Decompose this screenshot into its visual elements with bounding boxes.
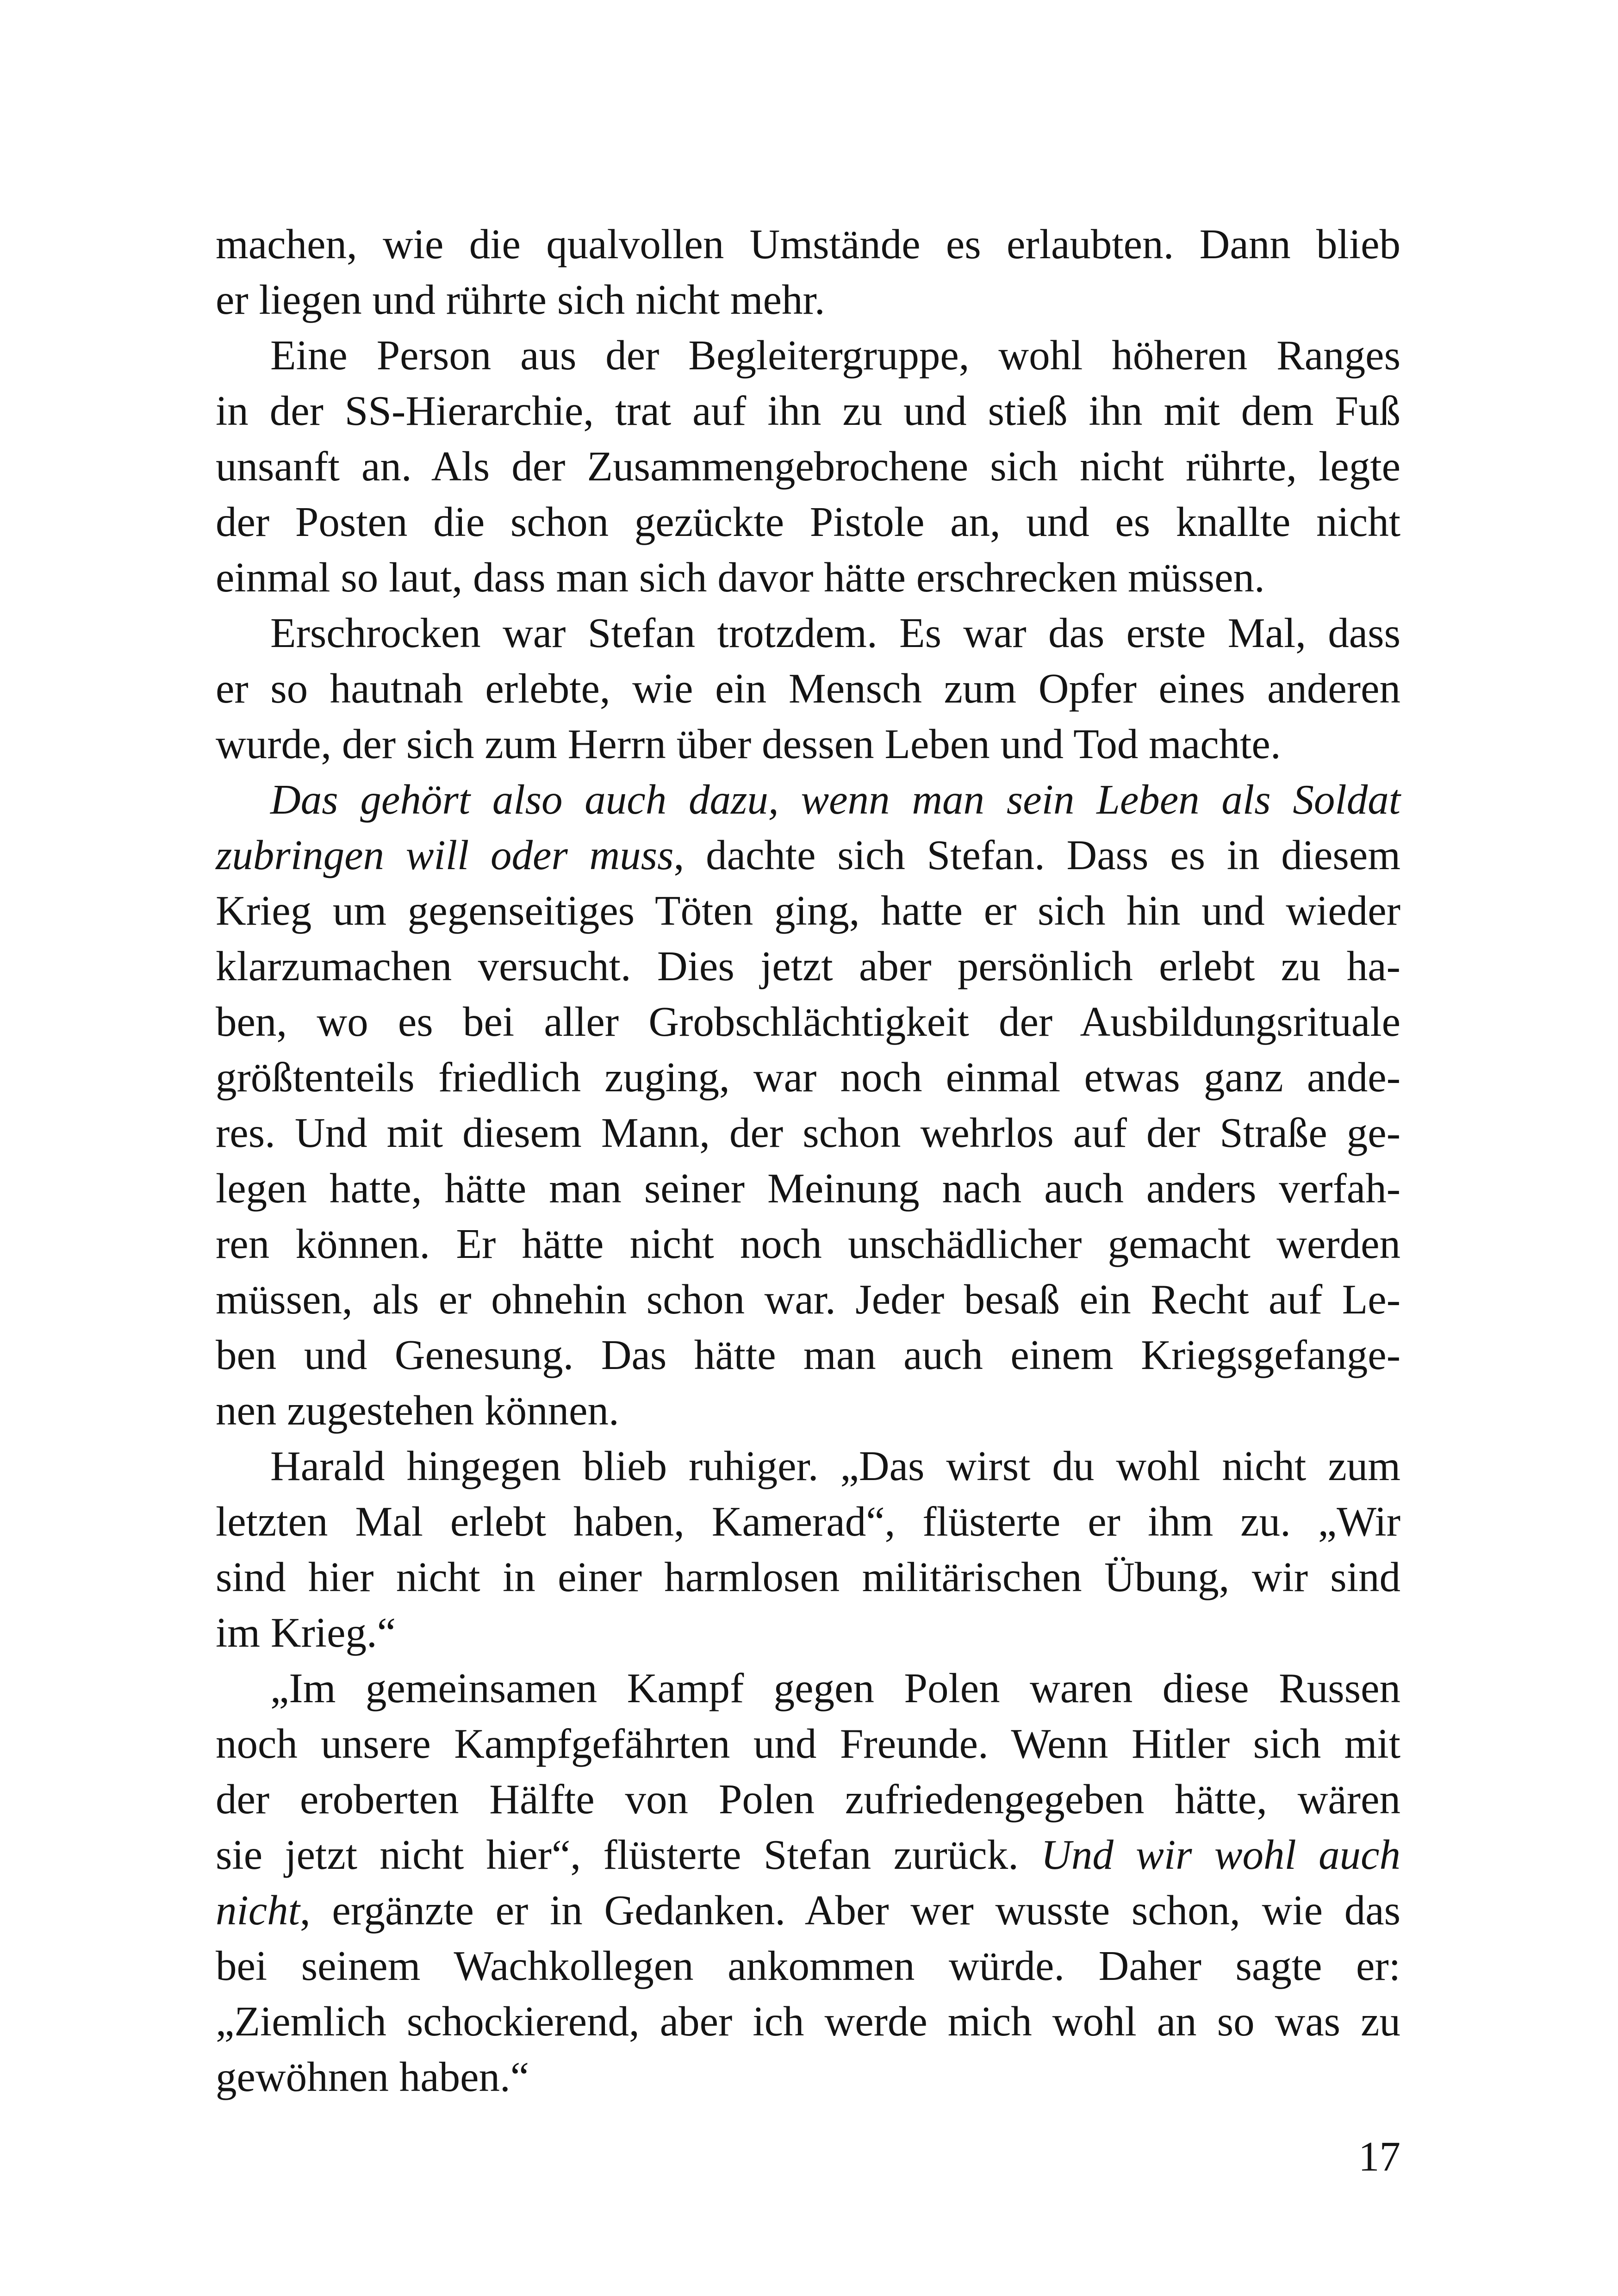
text-line (216, 217, 1400, 272)
text-segment: ben, wo es bei aller Grobschlächtigkeit der Ausbildungsrituale (216, 998, 1400, 1045)
text-segment: , dachte sich Stefan. Dass es in diesem (673, 832, 1400, 878)
text-segment: sie jetzt nicht hier“, flüsterte Stefan zurück. (216, 1831, 1041, 1878)
text-segment: ben und Genesung. Das hätte man auch einem Kriegsgefange- (216, 1332, 1400, 1378)
text-segment: Erschrocken war Stefan trotzdem. Es war das erste Mal, dass (270, 610, 1400, 656)
text-line (216, 1772, 1400, 1827)
text-segment: einmal so laut, dass man sich davor hätte erschrecken müssen. (216, 554, 1265, 601)
italic-text: nicht (216, 1887, 300, 1934)
text-segment: letzten Mal erlebt haben, Kamerad“, flüsterte er ihm zu. „Wir (216, 1498, 1400, 1545)
body-text (216, 217, 1400, 2105)
text-line (216, 1994, 1400, 2049)
text-line (216, 1216, 1400, 1272)
text-segment: in der SS-Hierarchie, trat auf ihn zu und stieß ihn mit dem Fuß (216, 387, 1400, 434)
text-line (216, 661, 1400, 716)
text-line (216, 383, 1400, 439)
text-segment: „Ziemlich schockierend, aber ich werde mich wohl an so was zu (216, 1998, 1400, 2045)
text-line (216, 1827, 1400, 1883)
text-segment: ren können. Er hätte nicht noch unschädlicher gemacht werden (216, 1220, 1400, 1267)
text-line (216, 1661, 1400, 1716)
text-line (216, 1272, 1400, 1327)
text-line (216, 1883, 1400, 1938)
text-segment: müssen, als er ohnehin schon war. Jeder besaß ein Recht auf Le- (216, 1276, 1400, 1323)
text-segment: der eroberten Hälfte von Polen zufriedengegeben hätte, wären (216, 1776, 1400, 1823)
paragraph (216, 328, 1400, 605)
text-segment: im Krieg.“ (216, 1609, 396, 1656)
paragraph (216, 1661, 1400, 2105)
text-segment: „Im gemeinsamen Kampf gegen Polen waren diese Russen (270, 1665, 1400, 1711)
paragraph (216, 605, 1400, 772)
text-line (216, 1549, 1400, 1605)
text-line (216, 328, 1400, 383)
paragraph (216, 772, 1400, 1438)
text-line (216, 439, 1400, 494)
text-segment: sind hier nicht in einer harmlosen militärischen Übung, wir sind (216, 1554, 1400, 1600)
paragraph (216, 217, 1400, 328)
text-line (216, 883, 1400, 939)
text-segment: Harald hingegen blieb ruhiger. „Das wirst du wohl nicht zum (270, 1443, 1400, 1489)
text-line (216, 1161, 1400, 1216)
text-line (216, 1105, 1400, 1161)
text-line (216, 828, 1400, 883)
italic-text: zubringen will oder muss (216, 832, 674, 878)
italic-text: Das gehört also auch dazu, wenn man sein Leben als Soldat (270, 776, 1400, 823)
text-line (216, 994, 1400, 1050)
text-segment: Krieg um gegenseitiges Töten ging, hatte er sich hin und wieder (216, 887, 1400, 934)
text-line (216, 272, 1400, 328)
text-line (216, 1327, 1400, 1383)
text-segment: der Posten die schon gezückte Pistole an, und es knallte nicht (216, 498, 1400, 545)
text-segment: legen hatte, hätte man seiner Meinung nach auch anders verfah- (216, 1165, 1400, 1212)
text-line (216, 494, 1400, 550)
text-segment: bei seinem Wachkollegen ankommen würde. Daher sagte er: (216, 1942, 1400, 1989)
text-line (216, 1494, 1400, 1549)
text-segment: , ergänzte er in Gedanken. Aber wer wusste schon, wie das (299, 1887, 1400, 1934)
text-line (216, 550, 1400, 605)
text-segment: unsanft an. Als der Zusammengebrochene sich nicht rührte, legte (216, 443, 1400, 490)
text-segment: klarzumachen versucht. Dies jetzt aber persönlich erlebt zu ha- (216, 943, 1400, 989)
text-line (216, 1605, 1400, 1661)
text-line (216, 939, 1400, 994)
text-line (216, 1383, 1400, 1438)
text-line (216, 2049, 1400, 2105)
text-segment: er liegen und rührte sich nicht mehr. (216, 276, 825, 323)
text-line (216, 1438, 1400, 1494)
text-segment: res. Und mit diesem Mann, der schon wehrlos auf der Straße ge- (216, 1109, 1400, 1156)
text-segment: machen, wie die qualvollen Umstände es erlaubten. Dann blieb (216, 221, 1400, 268)
paragraph (216, 1438, 1400, 1661)
text-line (216, 716, 1400, 772)
text-segment: nen zugestehen können. (216, 1387, 619, 1434)
text-segment: größtenteils friedlich zuging, war noch einmal etwas ganz ande- (216, 1054, 1400, 1101)
text-line (216, 1716, 1400, 1772)
text-line (216, 1050, 1400, 1105)
italic-text: Und wir wohl auch (1041, 1831, 1400, 1878)
text-line (216, 1938, 1400, 1994)
text-segment: wurde, der sich zum Herrn über dessen Leben und Tod machte. (216, 721, 1281, 767)
page-number: 17 (1358, 2133, 1400, 2180)
text-segment: Eine Person aus der Begleitergruppe, wohl höheren Ranges (270, 332, 1400, 379)
text-line (216, 605, 1400, 661)
text-line (216, 772, 1400, 828)
text-segment: noch unsere Kampfgefährten und Freunde. Wenn Hitler sich mit (216, 1720, 1400, 1767)
text-segment: gewöhnen haben.“ (216, 2053, 529, 2100)
text-segment: er so hautnah erlebte, wie ein Mensch zum Opfer eines anderen (216, 665, 1400, 712)
